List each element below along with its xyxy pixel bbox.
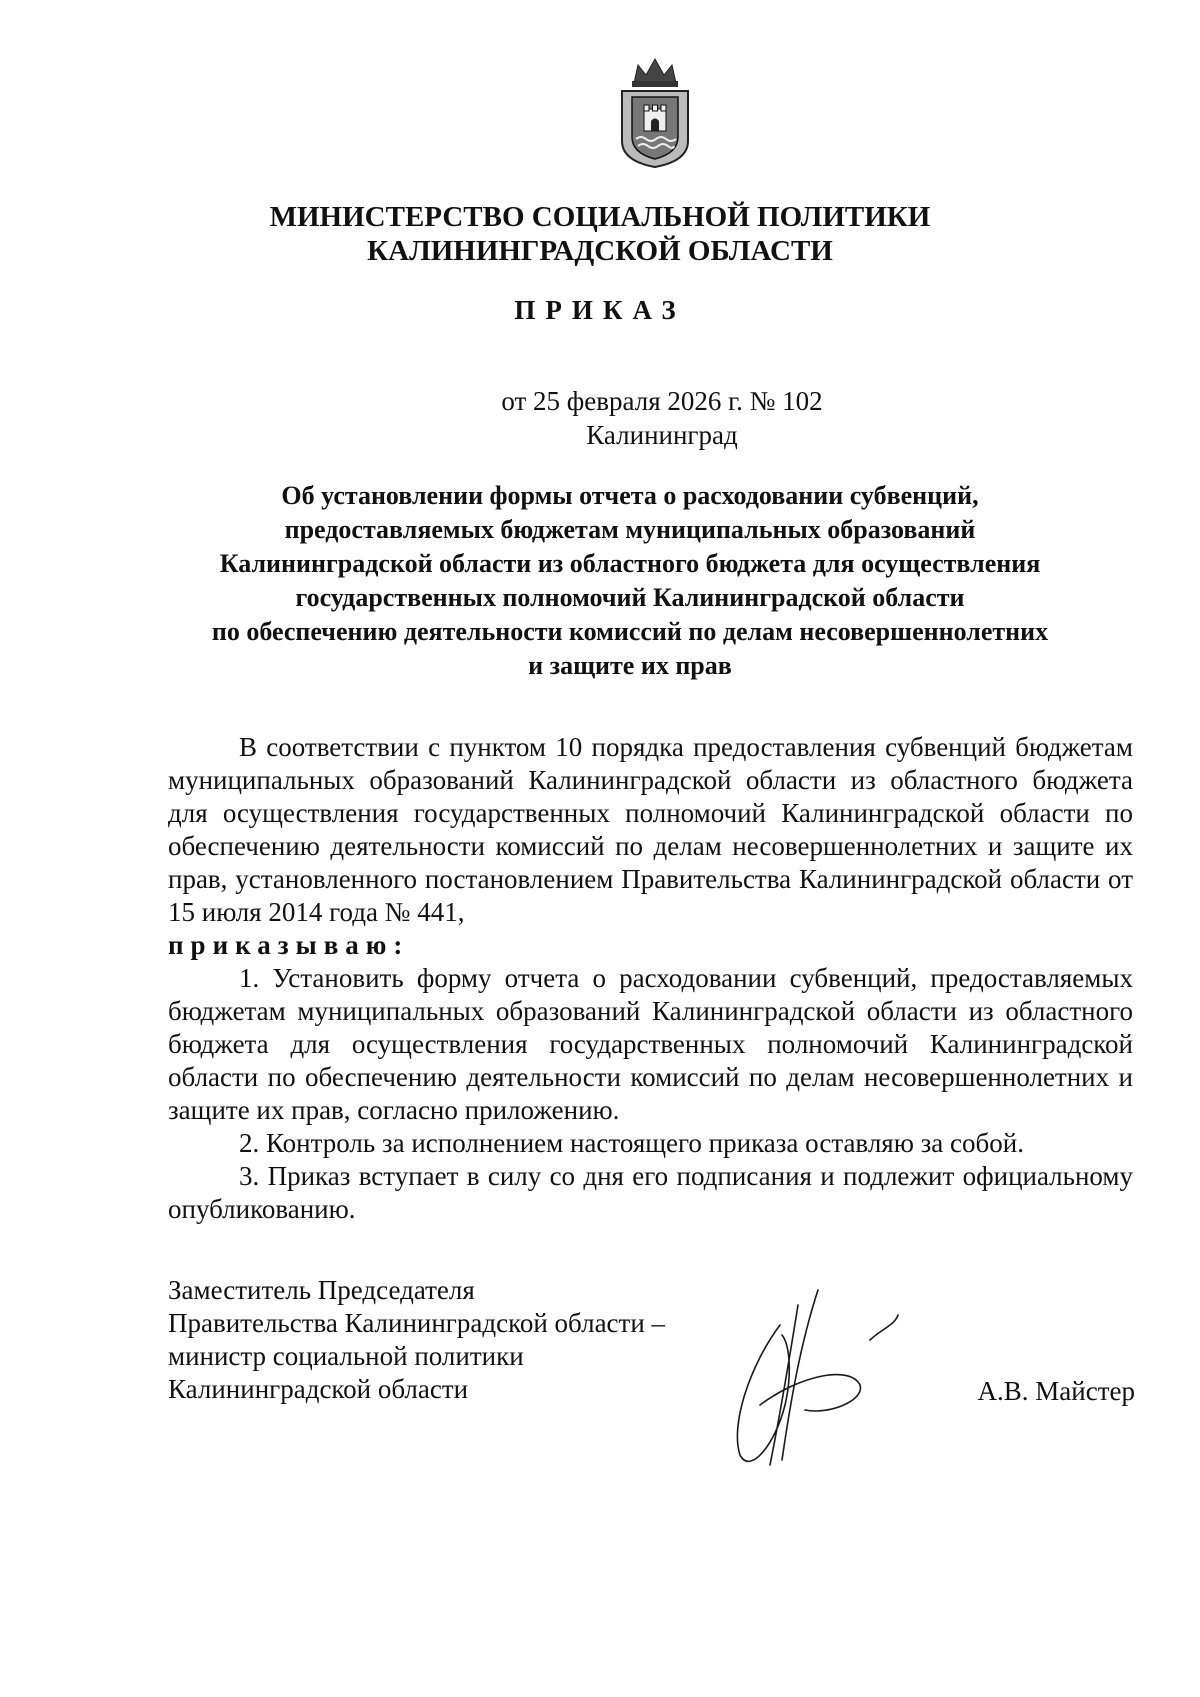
subject-line: предоставляемых бюджетам муниципальных образований xyxy=(284,515,976,544)
order-date-number: от 25 февраля 2026 г. № 102 xyxy=(501,386,823,416)
signatory-line: Правительства Калининградской области – xyxy=(168,1308,666,1338)
subject-line: Об установлении формы отчета о расходовании субвенций, xyxy=(281,481,979,510)
order-item-3: 3. Приказ вступает в силу со дня его подписания и подлежит официальному опубликованию. xyxy=(168,1161,1133,1224)
ministry-name-line2: КАЛИНИНГРАДСКОЙ ОБЛАСТИ xyxy=(367,235,833,267)
ministry-name-line1: МИНИСТЕРСТВО СОЦИАЛЬНОЙ ПОЛИТИКИ xyxy=(269,201,931,233)
subject-line: государственных полномочий Калининградской области xyxy=(295,583,965,612)
order-subject xyxy=(150,479,1110,683)
signatory-name: А.В. Майстер xyxy=(977,1376,1135,1406)
order-item-2: 2. Контроль за исполнением настоящего приказа оставляю за собой. xyxy=(239,1128,1024,1158)
signatory-line: Калининградской области xyxy=(168,1374,469,1404)
document-type-title: ПРИКАЗ xyxy=(514,295,686,325)
order-body xyxy=(168,731,1133,1226)
subject-line: по обеспечению деятельности комиссий по делам несовершеннолетних xyxy=(211,617,1049,646)
order-item-1: 1. Установить форму отчета о расходовании субвенций, предоставляемых бюджетам муниципальных образований Калининградской области из областного бюджета для осуществления государственных полномочий Калининградской области по обеспечению деятельности комиссий по делам несовершеннолетних и защите их прав, согласно приложению. xyxy=(168,963,1133,1125)
order-city: Калининград xyxy=(586,420,738,450)
order-date-block xyxy=(472,384,852,452)
signatory-line: Заместитель Председателя xyxy=(168,1275,475,1305)
decree-word: приказываю: xyxy=(168,930,410,960)
handwritten-signature xyxy=(720,1285,900,1475)
preamble-paragraph: В соответствии с пунктом 10 порядка предоставления субвенций бюджетам муниципальных образований Калининградской области из областного бюджета для осуществления государственных полномочий Калининградской области по обеспечению деятельности комиссий по делам несовершеннолетних и защите их прав, установленного постановлением Правительства Калининградской области от 15 июля 2014 года № 441, xyxy=(168,732,1133,927)
coat-of-arms-icon xyxy=(616,53,694,171)
ministry-header xyxy=(0,200,1200,268)
subject-line: и защите их прав xyxy=(528,651,732,680)
signatory-position xyxy=(168,1274,728,1406)
subject-line: Калининградской области из областного бюджета для осуществления xyxy=(219,549,1041,578)
signatory-line: министр социальной политики xyxy=(168,1341,524,1371)
